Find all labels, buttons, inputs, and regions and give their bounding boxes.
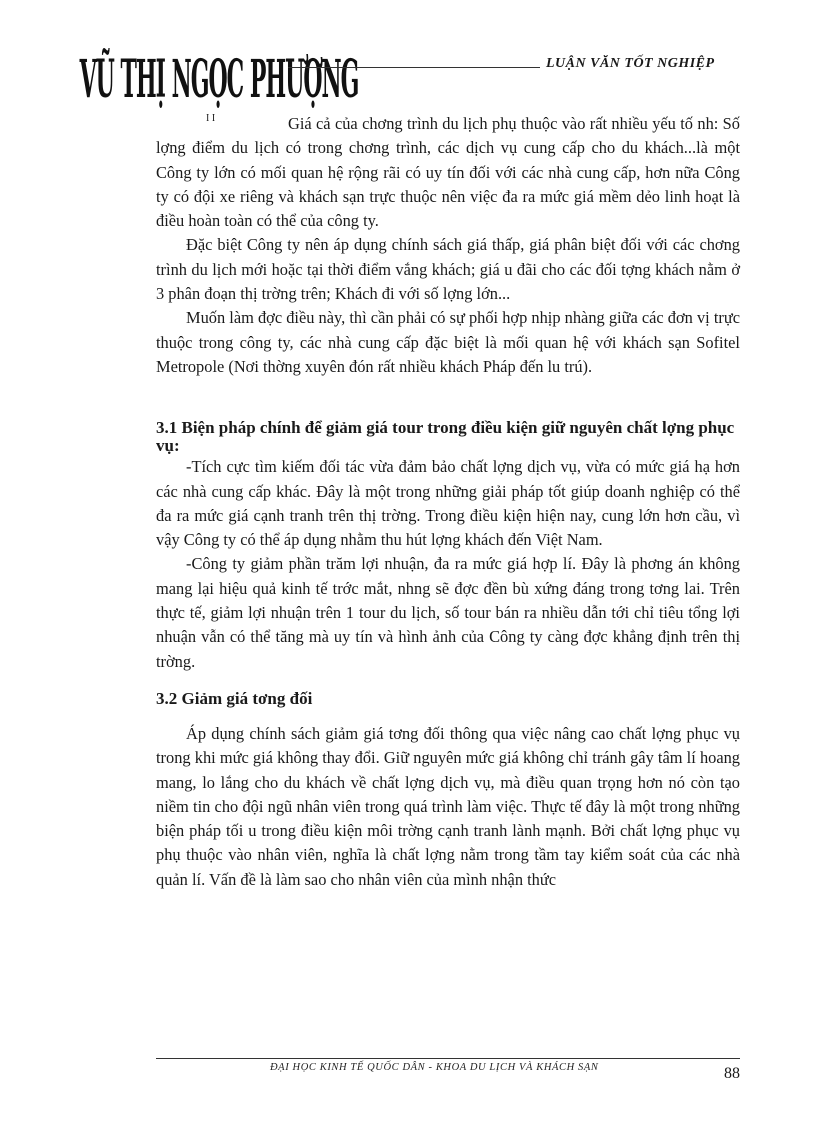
- author-logo: [79, 40, 359, 120]
- header-rule: [288, 67, 540, 68]
- paragraph-2: Đặc biệt Công ty nên áp dụng chính sách giá thấp, giá phân biệt đối với các chơng trình du lịch mới hoặc tại thời điểm vắng khách; giá u đãi cho các đối tợng khách nằm ở 3 phân đoạn thị trờng trên; Khách đi với số lợng lớn...: [156, 235, 740, 304]
- header-title: LUẬN VĂN TỐT NGHIỆP: [546, 56, 715, 71]
- section-heading-3-1: 3.1 Biện pháp chính để giảm giá tour trong điều kiện giữ nguyên chất lợng phục vụ:: [156, 418, 735, 456]
- paragraph-1: Giá cả của chơng trình du lịch phụ thuộc vào rất nhiều yếu tố nh: Số lợng điểm du lịch có trong chơng trình, các dịch vụ cung cấp cho du khách...là một Công ty lớn có mối quan hệ rộng rãi có uy tín đối với các nhà cung cấp, hơn nữa Công ty có đội xe riêng và khách sạn trực thuộc nên việc đa ra mức giá mềm dẻo linh hoạt là điều hoàn toàn có thể của công ty.: [156, 114, 740, 231]
- logo-ticks: I I: [206, 113, 216, 124]
- page-number: 88: [724, 1065, 740, 1082]
- paragraph-5: -Công ty giảm phần trăm lợi nhuận, đa ra mức giá hợp lí. Đây là phơng án không mang lại hiệu quả kinh tế trớc mắt, nhng sẽ đợc đền bù xứng đáng trong tơng lai. Trên thực tế, giảm lợi nhuận trên 1 tour du lịch, số tour bán ra nhiều dẫn tới chỉ tiêu tổng lợi nhuận vẫn có thể tăng mà uy tín và hình ảnh của Công ty càng đợc khẳng định trên thị trờng.: [156, 554, 740, 671]
- footer-text: ĐẠI HỌC KINH TẾ QUỐC DÂN - KHOA DU LỊCH VÀ KHÁCH SẠN: [270, 1062, 599, 1073]
- footer-rule: [156, 1058, 740, 1059]
- paragraph-6: Áp dụng chính sách giảm giá tơng đối thông qua việc nâng cao chất lợng phục vụ trong khi mức giá không thay đổi. Giữ nguyên mức giá không chỉ tránh gây tâm lí hoang mang, lo lắng cho du khách về chất lợng dịch vụ, mà điều quan trọng hơn nó còn tạo niềm tin cho đội ngũ nhân viên trong quá trình làm việc. Thực tế đây là một trong những biện pháp tối u trong điều kiện môi trờng cạnh tranh lành mạnh. Bởi chất lợng phục vụ phụ thuộc vào nhân viên, nghĩa là chất lợng nằm trong tầm tay kiểm soát của các nhà quản lí. Vấn đề là làm sao cho nhân viên của mình nhận thức: [156, 723, 740, 889]
- document-body: [156, 112, 740, 892]
- paragraph-3: Muốn làm đợc điều này, thì cần phải có sự phối hợp nhịp nhàng giữa các đơn vị trực thuộc trong công ty, các nhà cung cấp đặc biệt là mối quan hệ với khách sạn Sofitel Metropole (Nơi thờng xuyên đón rất nhiều khách Pháp đến lu trú).: [156, 308, 740, 376]
- logo-wordmark: VŨ THỊ NGỌC PHƯỢNG: [79, 48, 359, 112]
- section-heading-3-2: 3.2 Giảm giá tơng đối: [156, 688, 313, 708]
- paragraph-4: -Tích cực tìm kiếm đối tác vừa đảm bảo chất lợng dịch vụ, vừa có mức giá hạ hơn các nhà cung cấp khác. Đây là một trong những giải pháp tốt giúp doanh nghiệp có thể đa ra mức giá cạnh tranh trên thị trờng. Trong điều kiện hiện nay, cung lớn hơn cầu, vì vậy Công ty có thể áp dụng nhằm thu hút lợng khách đến Việt Nam.: [156, 457, 740, 550]
